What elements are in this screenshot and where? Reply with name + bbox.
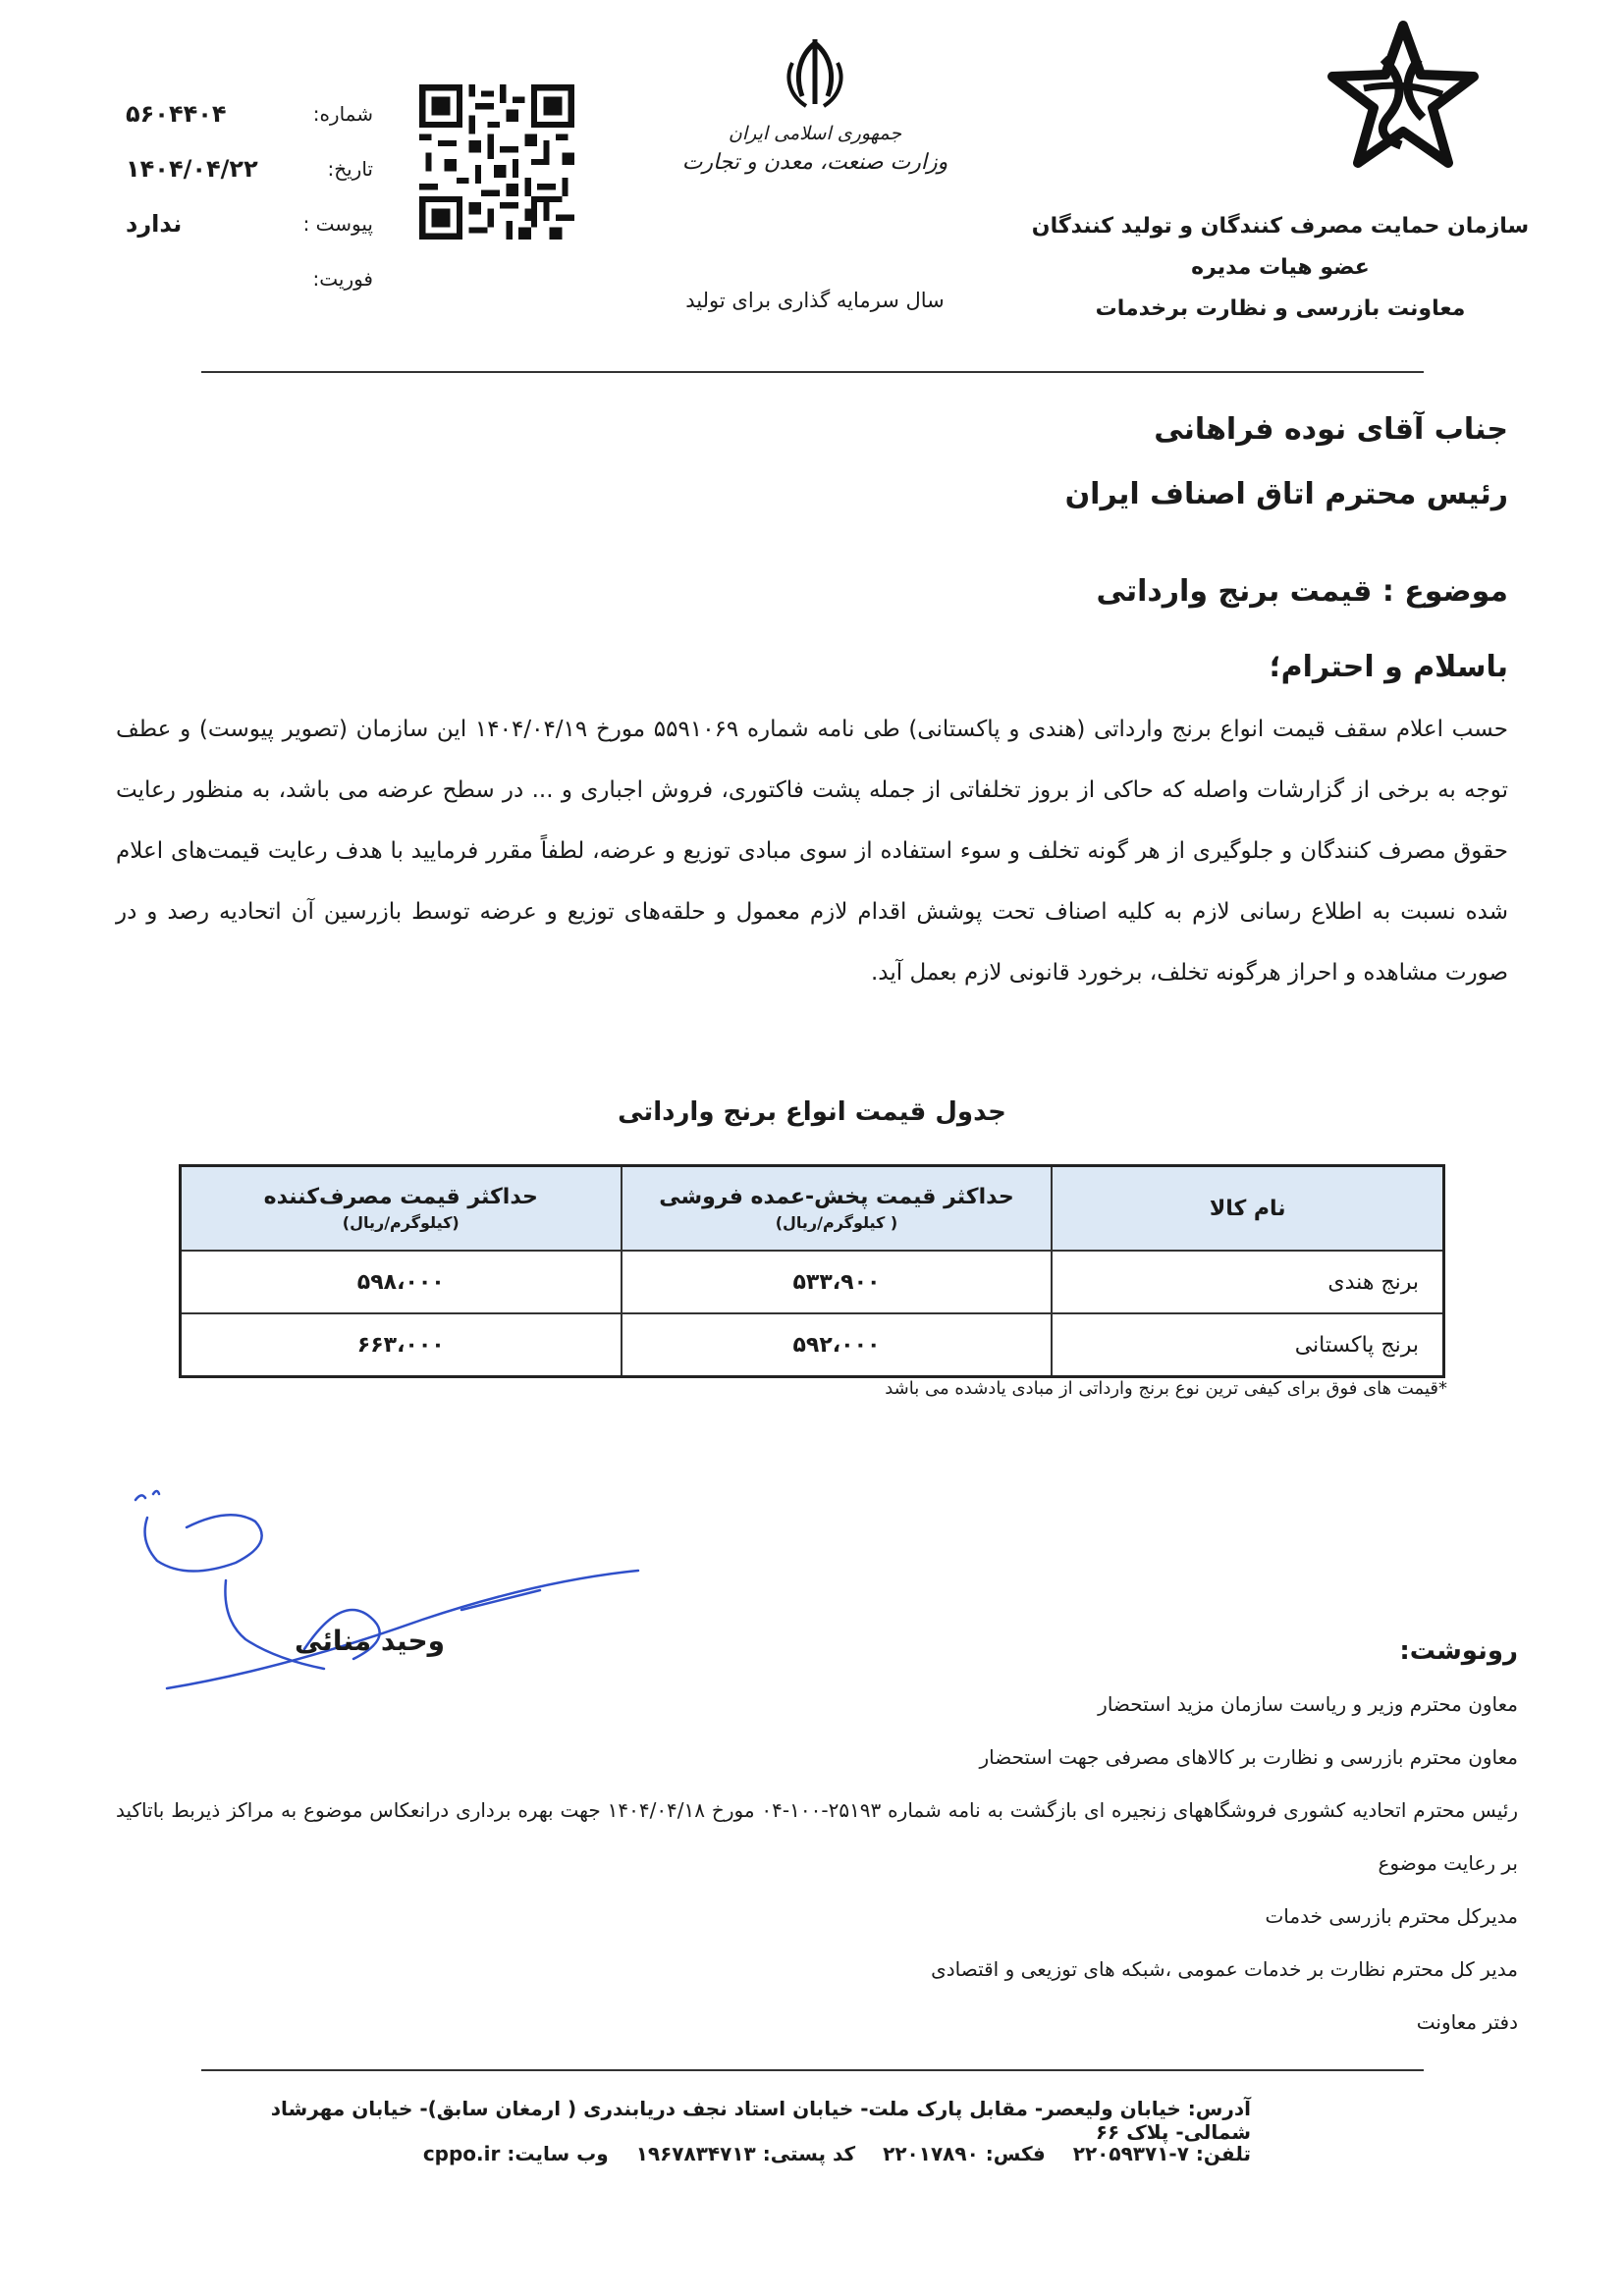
table-title: جدول قیمت انواع برنج وارداتی [618,1097,1006,1127]
postal-code [636,2142,855,2165]
website-label: وب سایت: [507,2142,609,2165]
year-slogan: سال سرمایه گذاری برای تولید [685,289,945,312]
cc-item: مدیر کل محترم نظارت بر خدمات عمومی ،شبکه های توزیعی و اقتصادی [931,1957,1518,1981]
meta-attachment [118,196,373,251]
header-consumer-label: حداکثر قیمت مصرف‌کننده [263,1185,538,1209]
postal-label: کد پستی: [762,2142,856,2165]
meta-urgency-label: فوریت: [312,267,373,291]
letter-body: حسب اعلام سقف قیمت انواع برنج وارداتی (هندی و پاکستانی) طی نامه شماره ۵۵۹۱۰۶۹ مورخ ۱۴۰۴/۰۴/۱۹ این سازمان (تصویر پیوست) و عطف توجه به برخی از گزارشات واصله که حاکی از بروز تخلفاتی از جمله پشت فاکتوری، فروش اجباری و ... در سطح عرضه می باشد، به منظور رعایت حقوق مصرف کنندگان و جلوگیری از هر گونه تخلف و سوء استفاده از سوی مبادی توزیع و عرضه، لطفاً مقرر فرمایید با هدف رعایت قیمت‌های اعلام شده نسبت به اطلاع رسانی لازم به کلیه اصناف تحت پوشش اقدام لازم معمول و حلقه‌های توزیع و عرضه توسط بازرسین آن اتحادیه رصد و در صورت مشاهده و احراز هرگونه تخلف، برخورد قانونی لازم بعمل آید. [116,717,1509,986]
cc-item: مدیرکل محترم بازرسی خدمات [1265,1904,1518,1928]
cc-section [116,1625,1518,2049]
cc-item: رئیس محترم اتحادیه کشوری فروشگاههای زنجیره ای بازگشت به نامه شماره ۲۵۱۹۳-۱۰۰-۰۴ مورخ ۱۴۰۴/۰۴/۱۸ جهت بهره برداری درانعکاس موضوع به مراکز ذیربط باتاکید بر رعایت موضوع [116,1798,1518,1875]
table-header-row [181,1166,1444,1252]
qr-code [419,84,574,240]
postal-value: ۱۹۶۷۸۳۴۷۱۳ [635,2142,756,2165]
header-divider [201,371,1424,373]
organization-name: سازمان حمایت مصرف کنندگان و تولید کنندگان [1031,214,1530,239]
meta-number-value: ۵۶۰۴۴۰۴ [126,100,227,128]
row-wholesale-price: ۵۹۲،۰۰۰ [622,1313,1053,1377]
letter-meta [118,86,373,306]
table-footnote: *قیمت های فوق برای کیفی ترین نوع برنج وارداتی از مبادی یادشده می باشد [885,1378,1447,1399]
subject-line: موضوع : قیمت برنج وارداتی [1096,574,1508,609]
fax-label: فکس: [985,2142,1046,2165]
row-item-name: برنج پاکستانی [1052,1313,1443,1377]
header-consumer-unit: (کیلوگرم/ریال) [342,1213,460,1232]
meta-date [118,141,373,196]
addressee-name: جناب آقای نوده فراهانی [1154,412,1508,447]
phone-value: ۷-۲۲۰۵۹۳۷۱ [1072,2142,1189,2165]
meta-attachment-value: ندارد [126,210,183,238]
fax [883,2142,1046,2165]
meta-number-label: شماره: [312,102,373,126]
organization-logo [1325,20,1482,177]
republic-name: جمهوری اسلامی ایران [728,123,902,144]
row-consumer-price: ۶۶۳،۰۰۰ [181,1313,622,1377]
deputy-title: معاونت بازرسی و نظارت برخدمات [1095,296,1466,321]
meta-date-label: تاریخ: [327,157,373,181]
header-item-name: نام کالا [1052,1166,1443,1252]
ministry-name: وزارت صنعت، معدن و تجارت [681,150,948,175]
board-member-title: عضو هیات مدیره [1191,255,1370,280]
footer-address: آدرس: خیابان ولیعصر- مقابل پارک ملت- خیابان استاد نجف دریابندری ( ارمغان سابق)- خیابان مهرشاد شمالی- پلاک ۶۶ [270,2097,1251,2144]
meta-number [118,86,373,141]
greeting: باسلام و احترام؛ [1269,650,1508,684]
phone-label: تلفن: [1195,2142,1251,2165]
footer-contacts [196,2142,1251,2165]
phone [1073,2142,1251,2165]
header-consumer [181,1166,622,1252]
fax-value: ۲۲۰۱۷۸۹۰ [883,2142,979,2165]
cc-item: معاون محترم وزیر و ریاست سازمان مزید استحضار [1098,1692,1518,1716]
organization-header [1025,206,1536,330]
header-wholesale-label: حداکثر قیمت پخش-عمده فروشی [659,1185,1014,1209]
header-wholesale [622,1166,1053,1252]
table-row [181,1313,1444,1377]
meta-urgency [118,251,373,306]
website-link[interactable]: cppo.ir [422,2142,501,2165]
row-consumer-price: ۵۹۸،۰۰۰ [181,1251,622,1313]
meta-attachment-label: پیوست : [302,212,373,236]
table-row [181,1251,1444,1313]
meta-date-value: ۱۴۰۴/۰۴/۲۲ [126,155,258,183]
price-table [179,1164,1445,1378]
footer-divider [201,2069,1424,2071]
addressee-position: رئیس محترم اتاق اصناف ایران [1064,477,1508,511]
cc-item: دفتر معاونت [1416,2010,1518,2034]
header-wholesale-unit: ( کیلوگرم/ریال) [775,1213,898,1232]
cc-item: معاون محترم بازرسی و نظارت بر کالاهای مصرفی جهت استحضار [979,1745,1518,1769]
iran-emblem [781,35,849,114]
website [423,2142,609,2165]
row-item-name: برنج هندی [1052,1251,1443,1313]
signer-name: وحید منائی [295,1625,446,1657]
cc-title: رونوشت: [1399,1636,1518,1666]
row-wholesale-price: ۵۳۳،۹۰۰ [622,1251,1053,1313]
